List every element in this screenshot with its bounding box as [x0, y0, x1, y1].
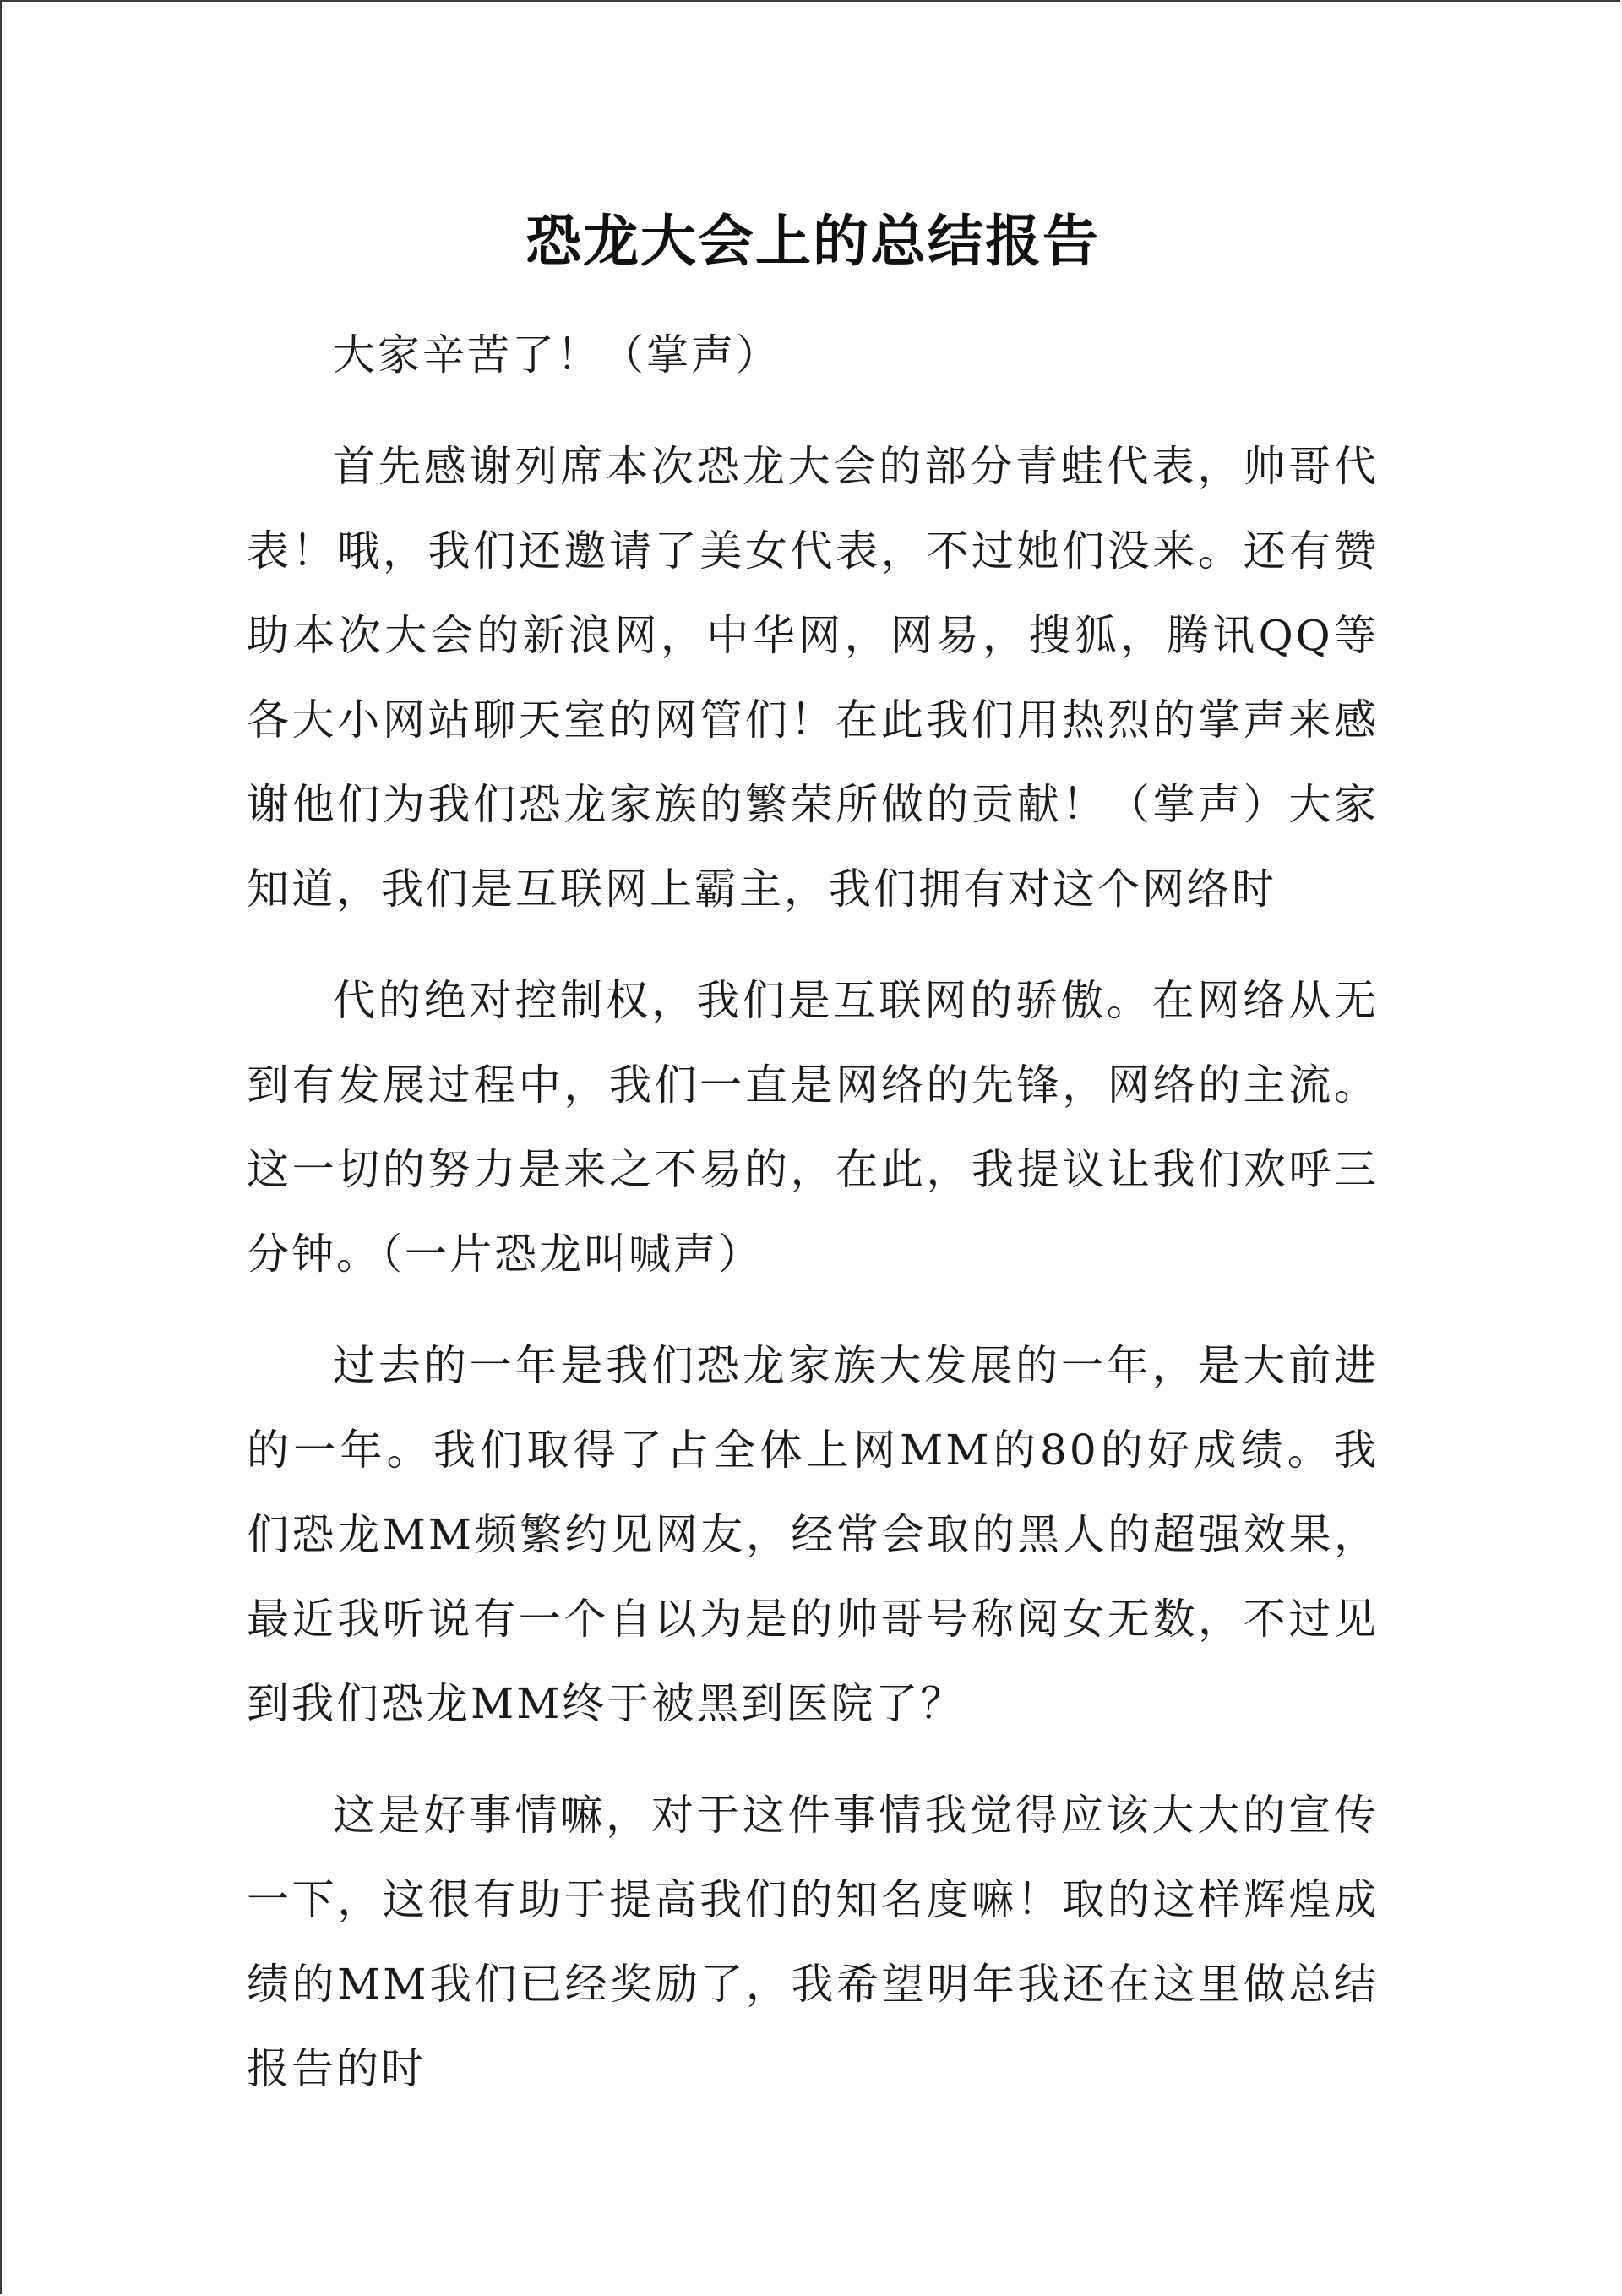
paragraph-1: 大家辛苦了！（掌声）: [333, 330, 781, 379]
document-body: [247, 313, 1379, 2138]
paragraph-4: 过去的一年是我们恐龙家族大发展的一年，是大前进的一年。我们取得了占全体上网MM的80的好成绩。我们恐龙MM频繁约见网友，经常会取的黑人的超强效果，最近我听说有一个自以为是的帅哥号称阅女无数，不过见到我们恐龙MM终于被黑到医院了？: [247, 1341, 1379, 1728]
paragraph-2: 首先感谢列席本次恐龙大会的部分青蛙代表，帅哥代表！哦，我们还邀请了美女代表，不过她们没来。还有赞助本次大会的新浪网，中华网，网易，搜狐，腾讯QQ等各大小网站聊天室的网管们！在此我们用热烈的掌声来感谢他们为我们恐龙家族的繁荣所做的贡献！（掌声）大家知道，我们是互联网上霸主，我们拥有对这个网络时: [247, 442, 1379, 913]
paragraph-5: 这是好事情嘛，对于这件事情我觉得应该大大的宣传一下，这很有助于提高我们的知名度嘛！取的这样辉煌成绩的MM我们已经奖励了，我希望明年我还在这里做总结报告的时: [247, 1791, 1379, 2093]
document-title: 恐龙大会上的总结报告: [525, 208, 1100, 274]
paragraph-3: 代的绝对控制权，我们是互联网的骄傲。在网络从无到有发展过程中，我们一直是网络的先锋，网络的主流。这一切的努力是来之不易的，在此，我提议让我们欢呼三分钟。（一片恐龙叫喊声）: [247, 976, 1379, 1279]
